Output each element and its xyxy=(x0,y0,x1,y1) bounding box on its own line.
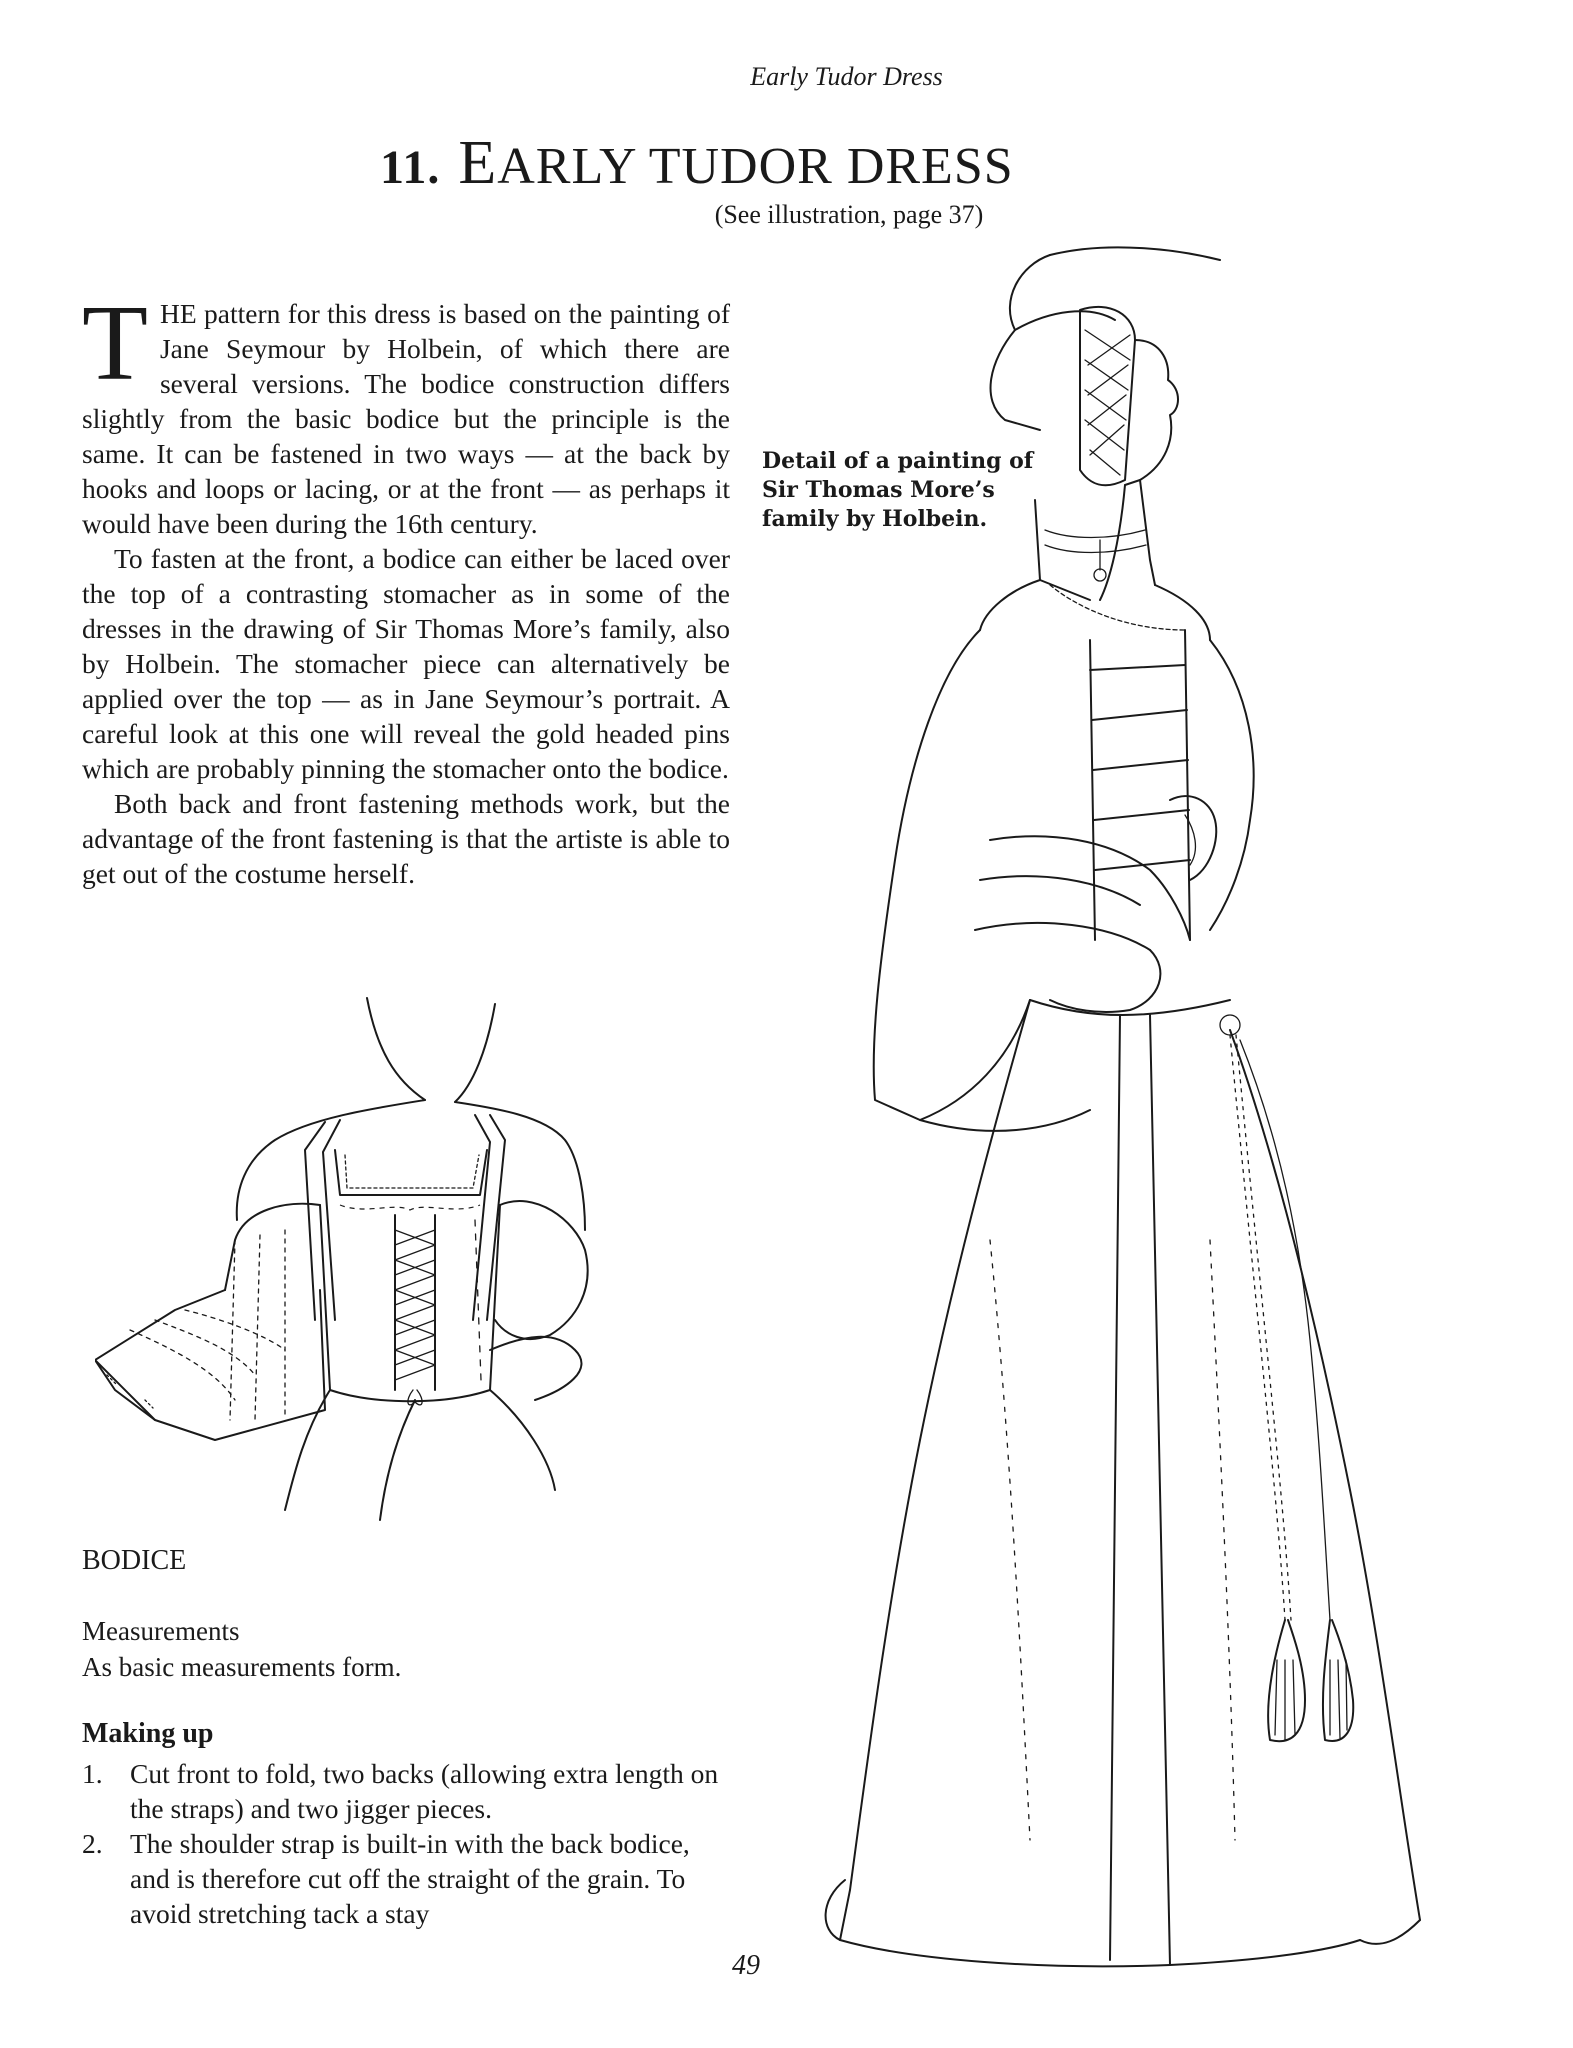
making-up-heading: Making up xyxy=(82,1718,214,1749)
bodice-illustration xyxy=(95,990,735,1530)
drop-cap: T xyxy=(82,284,148,403)
measurements-text: As basic measurements form. xyxy=(82,1652,402,1682)
chapter-title-initial: E xyxy=(458,129,498,197)
tudor-figure-illustration xyxy=(790,240,1550,1970)
section-heading: BODICE xyxy=(82,1545,187,1576)
list-item xyxy=(82,1756,722,1826)
step-number: 2. xyxy=(82,1828,103,1859)
page-number: 49 xyxy=(732,1950,760,1981)
step-number: 1. xyxy=(82,1758,103,1789)
intro-paragraph-3: Both back and front fastening methods work, but the advantage of the front fastening is that the artiste is able to get out of the costume herself. xyxy=(82,788,730,889)
step-text: The shoulder strap is built-in with the back bodice, and is therefore cut off the straight of the grain. To avoid stretching tack a stay xyxy=(130,1828,690,1929)
list-item xyxy=(82,1826,722,1931)
measurements-label: Measurements xyxy=(82,1616,240,1646)
chapter-number: 11. xyxy=(380,141,441,194)
chapter-title xyxy=(380,128,1014,199)
intro-paragraph-2: To fasten at the front, a bodice can either be laced over the top of a contrasting stomacher as in some of the dresses in the drawing of Sir Thomas More’s family, also by Holbein. The stomacher piece can alternatively be applied over the top — as in Jane Seymour’s portrait. A careful look at this one will reveal the gold headed pins which are probably pinning the stomacher onto the bodice. xyxy=(82,543,730,784)
making-up-steps xyxy=(82,1756,722,1931)
intro-paragraph-1-text: HE pattern for this dress is based on the painting of Jane Seymour by Holbein, of which there are several versions. The bodice construction differs slightly from the basic bodice but the principle is the same. It can be fastened in two ways — at the back by hooks and loops or lacing, or at the front — as perhaps it would have been during the 16th century. xyxy=(82,298,730,539)
running-head: Early Tudor Dress xyxy=(750,62,943,91)
see-illustration-note: (See illustration, page 37) xyxy=(714,200,984,229)
step-text: Cut front to fold, two backs (allowing extra length on the straps) and two jigger pieces. xyxy=(130,1758,719,1824)
figure-caption: Detail of a painting of Sir Thomas More’s family by Holbein. xyxy=(762,448,1034,532)
intro-paragraph-1 xyxy=(82,284,730,541)
chapter-title-rest: ARLY TUDOR DRESS xyxy=(497,138,1014,195)
intro-text xyxy=(82,284,730,891)
